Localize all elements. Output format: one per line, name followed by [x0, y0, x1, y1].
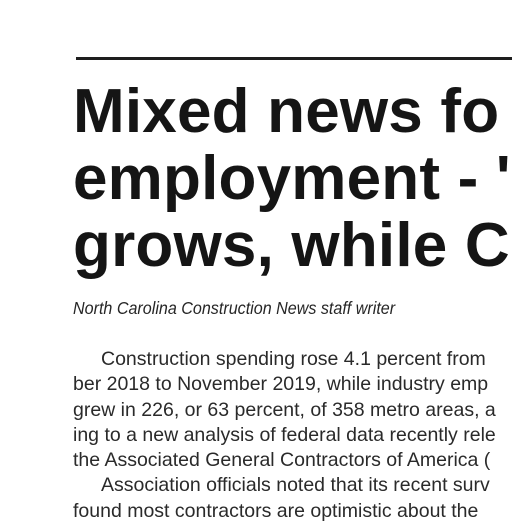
- body-line: Construction spending rose 4.1 percent from: [101, 348, 486, 370]
- headline-line-3: grows, while C: [73, 211, 510, 280]
- article-headline: [73, 78, 511, 279]
- top-rule: [76, 57, 512, 60]
- byline: North Carolina Construction News staff writer: [73, 298, 396, 318]
- headline-line-2: employment - ': [73, 144, 511, 213]
- body-line: ber 2018 to November 2019, while industry emp: [73, 373, 489, 396]
- body-line: found most contractors are optimistic about the: [73, 499, 479, 522]
- body-line: grew in 226, or 63 percent, of 358 metro areas, a: [73, 398, 496, 421]
- body-line: the Associated General Contractors of America (: [73, 449, 491, 472]
- headline-line-1: Mixed news fo: [73, 77, 500, 146]
- body-line: Association officials noted that its recent surv: [101, 474, 490, 497]
- body-line: ing to a new analysis of federal data recently rele: [73, 423, 496, 446]
- article-body: [73, 347, 496, 524]
